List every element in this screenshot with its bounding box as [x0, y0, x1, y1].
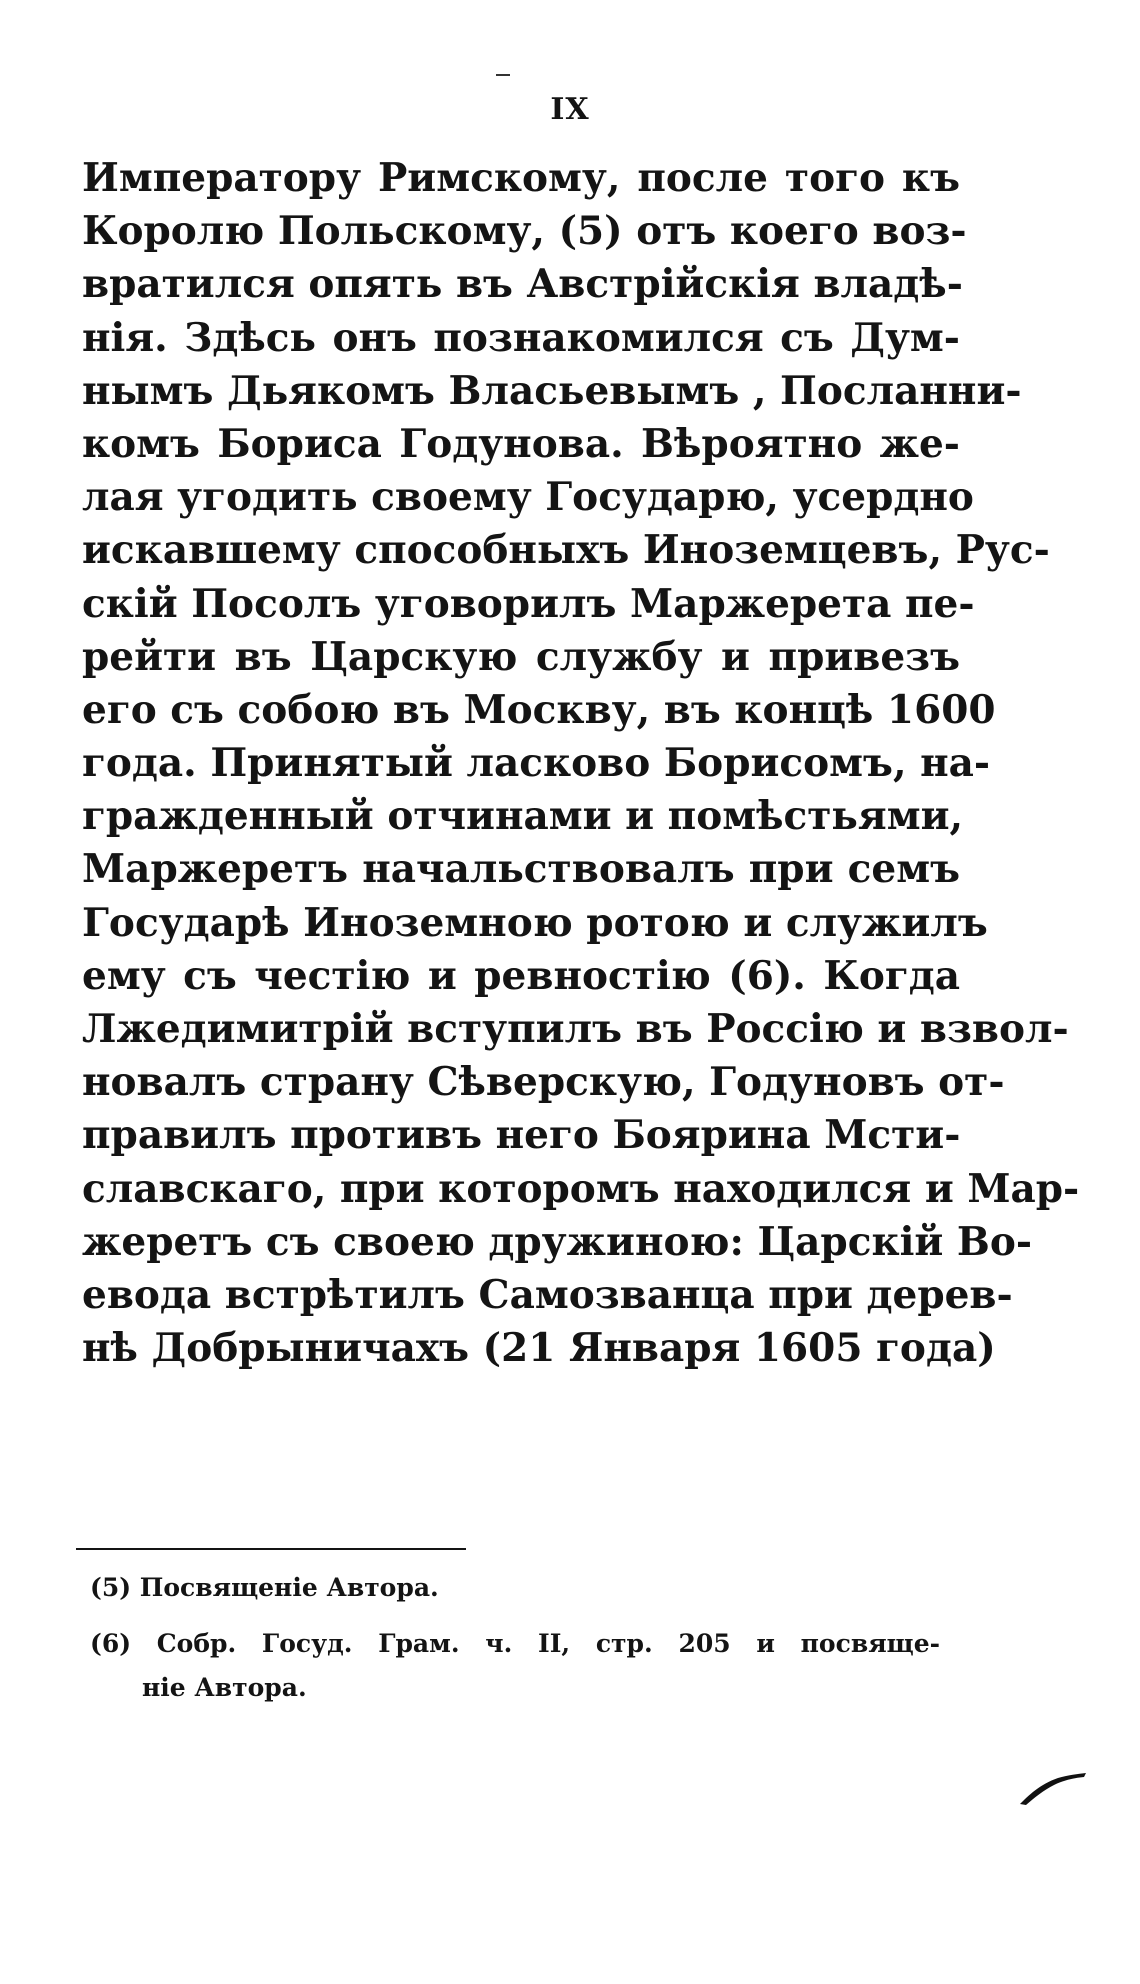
text-line: лая угодить своему Государю, усердно — [82, 474, 974, 521]
page-number-mark — [496, 74, 510, 76]
text-line: жеретъ съ своею дружиною: Царскій Во- — [82, 1218, 1033, 1265]
text-line: скій Посолъ уговорилъ Маржерета пе- — [82, 580, 975, 627]
footnote-line: (5) Посвященіе Автора. — [90, 1573, 439, 1602]
text-line: гражденный отчинами и помѣстьями, — [82, 793, 964, 840]
footnote-line: ніе Автора. — [142, 1673, 307, 1702]
text-line: славскаго, при которомъ находился и Мар- — [82, 1165, 1080, 1212]
ink-smudge-icon — [1018, 1770, 1088, 1806]
text-line: Государѣ Иноземною ротою и служилъ — [82, 899, 988, 946]
text-line: нѣ Добрыничахъ (21 Января 1605 года) — [82, 1325, 996, 1372]
text-line: ему съ честію и ревностію (6). Когда — [82, 952, 960, 999]
footnote-5 — [90, 1566, 940, 1610]
text-line: вратился опять въ Австрійскія владѣ- — [82, 261, 963, 308]
text-line: года. Принятый ласково Борисомъ, на- — [82, 740, 991, 787]
text-line: правилъ противъ него Боярина Мсти- — [82, 1112, 961, 1159]
text-line: рейти въ Царскую службу и привезъ — [82, 633, 960, 680]
footnote-6 — [90, 1622, 940, 1710]
text-line: Императору Римскому, после того къ — [82, 155, 960, 201]
text-line: Лжедимитрій вступилъ въ Россію и взвол- — [82, 1006, 1069, 1052]
footnotes — [90, 1566, 940, 1710]
text-line: нія. Здѣсь онъ познакомился съ Дум- — [82, 314, 960, 361]
text-line: Маржеретъ начальствовалъ при семъ — [82, 846, 960, 893]
text-line: искавшему способныхъ Иноземцевъ, Рус- — [82, 527, 1050, 574]
text-line: евода встрѣтилъ Самозванца при дерев- — [82, 1271, 1013, 1318]
text-line: Королю Польскому, (5) отъ коего воз- — [82, 208, 967, 255]
text-line: комъ Бориса Годунова. Вѣроятно же- — [82, 420, 960, 467]
page-number: IX — [550, 92, 590, 127]
body-text — [82, 152, 1080, 1375]
text-line: его съ собою въ Москву, въ концѣ 1600 — [82, 686, 996, 733]
footnote-line: (6) Собр. Госуд. Грам. ч. II, стр. 205 и посвяще- — [90, 1629, 940, 1658]
text-line: нымъ Дьякомъ Власьевымъ , Посланни- — [82, 367, 1022, 414]
footnote-divider — [76, 1548, 466, 1550]
text-line: новалъ страну Сѣверскую, Годуновъ от- — [82, 1059, 1005, 1106]
